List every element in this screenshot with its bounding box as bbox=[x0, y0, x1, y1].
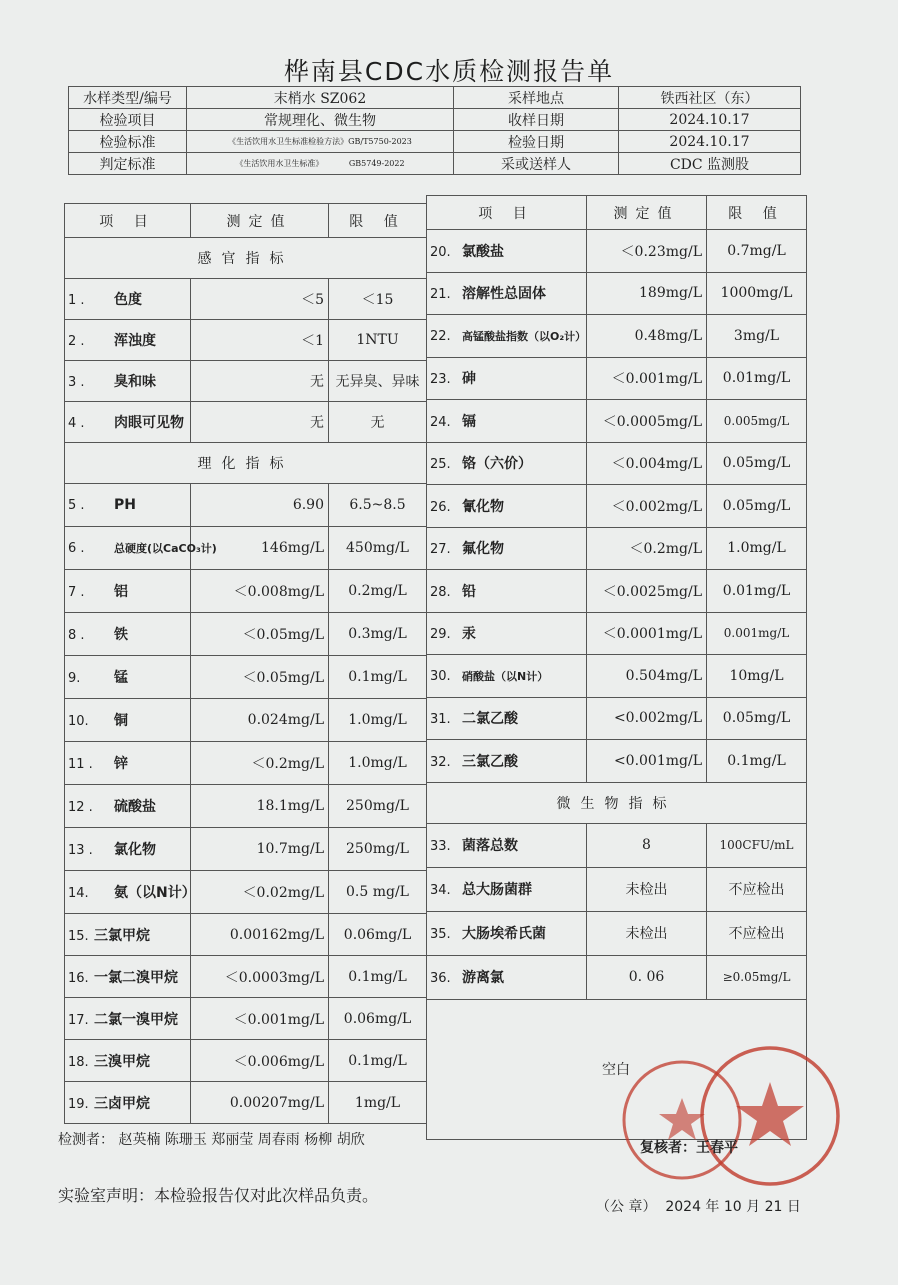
item-number: 11 . bbox=[68, 757, 93, 772]
test-standard-label: 检验标准 bbox=[69, 131, 187, 153]
measured-value: 18.1mg/L bbox=[191, 785, 329, 828]
table-row bbox=[65, 570, 427, 613]
limit-value: 0.05mg/L bbox=[707, 442, 807, 485]
item-number: 27. bbox=[430, 542, 451, 558]
item-number: 33. bbox=[430, 839, 451, 854]
measured-value: ＜0.23mg/L bbox=[587, 230, 707, 273]
table-row bbox=[65, 527, 427, 570]
item-name: 一氯二溴甲烷 bbox=[94, 969, 178, 986]
item-number: 2 . bbox=[68, 334, 85, 349]
item-number: 8 . bbox=[68, 628, 85, 643]
measured-value: ＜1 bbox=[191, 320, 329, 361]
col-limit-header: 限 值 bbox=[329, 204, 427, 238]
limit-value: 0.1mg/L bbox=[329, 656, 427, 699]
seal-date: （公 章） 2024 年 10 月 21 日 bbox=[596, 1199, 801, 1215]
measured-value: 189mg/L bbox=[587, 272, 707, 315]
item-cell bbox=[427, 740, 587, 783]
limit-value: 不应检出 bbox=[707, 867, 807, 911]
limit-value: 6.5~8.5 bbox=[329, 484, 427, 527]
item-name: 铁 bbox=[114, 627, 128, 643]
limit-value: ≥0.05mg/L bbox=[707, 955, 807, 999]
section-micro: 微生物指标 bbox=[427, 782, 807, 823]
item-name: 氨（以N计） bbox=[114, 885, 196, 901]
item-name: 总硬度(以CaCO₃计) bbox=[114, 542, 217, 555]
measured-value: 未检出 bbox=[587, 867, 707, 911]
measured-value: ＜0.02mg/L bbox=[191, 871, 329, 914]
item-cell bbox=[65, 1082, 191, 1124]
measured-value: 0. 06 bbox=[587, 955, 707, 999]
limit-value: 0.05mg/L bbox=[707, 485, 807, 528]
item-number: 21. bbox=[430, 287, 451, 303]
table-row bbox=[65, 402, 427, 443]
table-row bbox=[427, 697, 807, 740]
measured-value: 0.024mg/L bbox=[191, 699, 329, 742]
sender-value: CDC 监测股 bbox=[619, 153, 801, 175]
measured-value: ＜0.001mg/L bbox=[191, 998, 329, 1040]
item-name: 二氯一溴甲烷 bbox=[94, 1011, 178, 1028]
limit-value: 1000mg/L bbox=[707, 272, 807, 315]
table-row bbox=[65, 785, 427, 828]
table-row bbox=[427, 400, 807, 443]
header-table bbox=[68, 86, 801, 175]
limit-value: 1mg/L bbox=[329, 1082, 427, 1124]
item-cell bbox=[427, 485, 587, 528]
item-number: 16. bbox=[68, 970, 89, 986]
col-limit-header-right: 限 值 bbox=[707, 196, 807, 230]
item-cell bbox=[65, 484, 191, 527]
item-cell bbox=[65, 527, 217, 570]
item-cell bbox=[65, 656, 191, 699]
item-name: 氯酸盐 bbox=[462, 243, 504, 260]
limit-value: 0.2mg/L bbox=[329, 570, 427, 613]
item-number: 4 . bbox=[68, 416, 85, 431]
measured-value: ＜0.0003mg/L bbox=[191, 956, 329, 998]
measured-value: 0.48mg/L bbox=[587, 315, 707, 358]
sample-type-label: 水样类型/编号 bbox=[69, 87, 187, 109]
limit-value: 无异臭、异味 bbox=[329, 361, 427, 402]
item-number: 28. bbox=[430, 584, 451, 600]
table-row bbox=[65, 1040, 427, 1082]
item-cell bbox=[427, 315, 587, 358]
item-cell bbox=[427, 527, 587, 570]
item-cell bbox=[65, 570, 191, 613]
item-cell bbox=[65, 828, 191, 871]
table-row bbox=[427, 485, 807, 528]
measured-value: ＜5 bbox=[191, 279, 329, 320]
item-number: 9. bbox=[68, 671, 81, 686]
blank-area: 空白 bbox=[427, 999, 807, 1139]
table-row bbox=[65, 742, 427, 785]
table-row bbox=[65, 871, 427, 914]
col-measured-header-right: 测定值 bbox=[587, 196, 707, 230]
table-row bbox=[65, 914, 427, 956]
item-number: 20. bbox=[430, 244, 451, 260]
item-name: 硝酸盐（以N计） bbox=[462, 669, 549, 683]
limit-value: 不应检出 bbox=[707, 911, 807, 955]
left-results-table bbox=[64, 203, 427, 1124]
item-number: 15. bbox=[68, 928, 89, 944]
table-row bbox=[427, 740, 807, 783]
limit-value: 0.5 mg/L bbox=[329, 871, 427, 914]
section-physchem: 理化指标 bbox=[65, 443, 427, 484]
report-title: 桦南县CDC水质检测报告单 bbox=[283, 57, 615, 86]
limit-value: 1NTU bbox=[329, 320, 427, 361]
item-number: 31. bbox=[430, 712, 451, 728]
item-cell bbox=[427, 655, 587, 698]
lab-statement: 实验室声明：本检验报告仅对此次样品负责。 bbox=[58, 1186, 379, 1205]
item-cell bbox=[65, 699, 191, 742]
sample-type-value: 末梢水 SZ062 bbox=[187, 87, 454, 109]
item-number: 18. bbox=[68, 1054, 89, 1070]
item-cell bbox=[65, 998, 191, 1040]
item-number: 6 . bbox=[68, 541, 85, 556]
measured-value: ＜0.002mg/L bbox=[587, 485, 707, 528]
table-row bbox=[427, 230, 807, 273]
test-standard-value: 《生活饮用水卫生标准检验方法》GB/T5750-2023 bbox=[187, 131, 454, 153]
table-row bbox=[65, 699, 427, 742]
receive-date-value: 2024.10.17 bbox=[619, 109, 801, 131]
right-results-table bbox=[426, 195, 807, 1140]
table-row bbox=[65, 656, 427, 699]
measured-value: ＜0.2mg/L bbox=[587, 527, 707, 570]
measured-value: ＜0.2mg/L bbox=[191, 742, 329, 785]
limit-value: 无 bbox=[329, 402, 427, 443]
item-name: 汞 bbox=[462, 626, 476, 643]
item-cell bbox=[427, 955, 587, 999]
item-name: 高锰酸盐指数（以O₂计） bbox=[462, 329, 587, 343]
table-row bbox=[65, 279, 427, 320]
item-name: 铜 bbox=[114, 713, 128, 729]
limit-value: 0.01mg/L bbox=[707, 570, 807, 613]
item-name: 铝 bbox=[114, 584, 128, 600]
measured-value: ＜0.006mg/L bbox=[191, 1040, 329, 1082]
sample-location-label: 采样地点 bbox=[454, 87, 619, 109]
item-cell bbox=[427, 911, 587, 955]
table-row bbox=[427, 442, 807, 485]
table-row bbox=[427, 357, 807, 400]
item-number: 22. bbox=[430, 328, 451, 344]
item-name: 镉 bbox=[462, 413, 476, 430]
table-row bbox=[65, 320, 427, 361]
item-cell bbox=[65, 914, 191, 956]
item-name: 硫酸盐 bbox=[114, 799, 156, 815]
item-number: 7 . bbox=[68, 585, 85, 600]
test-item-label: 检验项目 bbox=[69, 109, 187, 131]
measured-value: ＜0.0025mg/L bbox=[587, 570, 707, 613]
table-row bbox=[427, 867, 807, 911]
item-cell bbox=[65, 402, 191, 443]
item-number: 35. bbox=[430, 927, 451, 942]
judge-standard-label: 判定标准 bbox=[69, 153, 187, 175]
test-item-value: 常规理化、微生物 bbox=[187, 109, 454, 131]
limit-value: 0.7mg/L bbox=[707, 230, 807, 273]
table-row bbox=[65, 613, 427, 656]
item-number: 32. bbox=[430, 754, 451, 770]
measured-value: ＜0.0005mg/L bbox=[587, 400, 707, 443]
test-date-value: 2024.10.17 bbox=[619, 131, 801, 153]
item-cell bbox=[427, 272, 587, 315]
item-number: 25. bbox=[430, 457, 451, 473]
measured-value: 未检出 bbox=[587, 911, 707, 955]
item-name: 溶解性总固体 bbox=[462, 286, 546, 303]
limit-value: 0.001mg/L bbox=[707, 612, 807, 655]
item-cell bbox=[427, 867, 587, 911]
table-row bbox=[65, 484, 427, 527]
item-name: 氯化物 bbox=[114, 842, 156, 858]
item-number: 5 . bbox=[68, 498, 85, 513]
table-row bbox=[427, 527, 807, 570]
table-row bbox=[427, 823, 807, 867]
item-name: 臭和味 bbox=[114, 374, 156, 390]
limit-value: 0.1mg/L bbox=[329, 1040, 427, 1082]
table-row bbox=[427, 570, 807, 613]
measured-value: 0.504mg/L bbox=[587, 655, 707, 698]
item-number: 3 . bbox=[68, 375, 85, 390]
item-cell bbox=[65, 613, 191, 656]
measured-value: 146mg/L bbox=[191, 527, 329, 570]
item-cell bbox=[427, 612, 587, 655]
limit-value: 0.1mg/L bbox=[329, 956, 427, 998]
measured-value: 6.90 bbox=[191, 484, 329, 527]
col-item-header: 项 目 bbox=[65, 204, 191, 238]
limit-value: 0.1mg/L bbox=[707, 740, 807, 783]
limit-value: 1.0mg/L bbox=[329, 742, 427, 785]
item-number: 14. bbox=[68, 886, 89, 901]
measured-value: ＜0.004mg/L bbox=[587, 442, 707, 485]
item-name: 三溴甲烷 bbox=[94, 1053, 150, 1070]
test-date-label: 检验日期 bbox=[454, 131, 619, 153]
item-name: 砷 bbox=[462, 371, 476, 388]
item-number: 24. bbox=[430, 414, 451, 430]
item-name: 总大肠菌群 bbox=[462, 882, 532, 898]
measured-value: <0.002mg/L bbox=[587, 697, 707, 740]
item-number: 29. bbox=[430, 627, 451, 643]
table-row bbox=[65, 828, 427, 871]
item-name: 锰 bbox=[114, 670, 128, 686]
table-row bbox=[427, 272, 807, 315]
item-cell bbox=[427, 442, 587, 485]
table-row bbox=[427, 911, 807, 955]
item-cell bbox=[65, 279, 191, 320]
table-row bbox=[427, 612, 807, 655]
limit-value: ＜15 bbox=[329, 279, 427, 320]
item-number: 12 . bbox=[68, 800, 93, 815]
item-name: 菌落总数 bbox=[462, 838, 518, 854]
receive-date-label: 收样日期 bbox=[454, 109, 619, 131]
item-name: 色度 bbox=[114, 292, 142, 308]
item-name: 三氯乙酸 bbox=[462, 753, 518, 770]
item-name: 三氯甲烷 bbox=[94, 927, 150, 944]
item-name: 氰化物 bbox=[462, 498, 504, 515]
measured-value: ＜0.05mg/L bbox=[191, 613, 329, 656]
col-item-header-right: 项 目 bbox=[427, 196, 587, 230]
item-name: 大肠埃希氏菌 bbox=[462, 926, 546, 942]
limit-value: 450mg/L bbox=[329, 527, 427, 570]
limit-value: 0.3mg/L bbox=[329, 613, 427, 656]
item-number: 23. bbox=[430, 372, 451, 388]
testers-line: 检测者： 赵英楠 陈珊玉 郑丽莹 周春雨 杨柳 胡欣 bbox=[58, 1132, 365, 1148]
table-row bbox=[65, 998, 427, 1040]
item-cell bbox=[427, 823, 587, 867]
item-number: 19. bbox=[68, 1096, 89, 1112]
official-seal-icon bbox=[622, 1040, 842, 1200]
item-cell bbox=[427, 357, 587, 400]
item-name: 三卤甲烷 bbox=[94, 1095, 150, 1112]
item-name: 铬（六价） bbox=[462, 456, 532, 473]
sender-label: 采或送样人 bbox=[454, 153, 619, 175]
item-name: PH bbox=[114, 497, 136, 513]
table-row bbox=[427, 315, 807, 358]
col-measured-header: 测定值 bbox=[191, 204, 329, 238]
measured-value: 0.00162mg/L bbox=[191, 914, 329, 956]
reviewer-line: 复核者：王春平 bbox=[640, 1140, 738, 1156]
item-number: 36. bbox=[430, 971, 451, 986]
item-number: 17. bbox=[68, 1012, 89, 1028]
sample-location-value: 铁西社区（东） bbox=[619, 87, 801, 109]
item-cell bbox=[65, 742, 191, 785]
item-cell bbox=[427, 570, 587, 613]
item-cell bbox=[65, 320, 191, 361]
measured-value: 无 bbox=[191, 402, 329, 443]
item-cell bbox=[65, 1040, 191, 1082]
measured-value: 无 bbox=[191, 361, 329, 402]
item-name: 肉眼可见物 bbox=[114, 415, 184, 431]
measured-value: 0.00207mg/L bbox=[191, 1082, 329, 1124]
limit-value: 3mg/L bbox=[707, 315, 807, 358]
item-cell bbox=[427, 400, 587, 443]
measured-value: ＜0.001mg/L bbox=[587, 357, 707, 400]
limit-value: 1.0mg/L bbox=[329, 699, 427, 742]
judge-standard-value: 《生活饮用水卫生标准》 GB5749-2022 bbox=[187, 153, 454, 175]
item-number: 34. bbox=[430, 883, 451, 898]
limit-value: 0.005mg/L bbox=[707, 400, 807, 443]
table-row bbox=[65, 361, 427, 402]
item-name: 氟化物 bbox=[462, 541, 504, 558]
limit-value: 0.06mg/L bbox=[329, 998, 427, 1040]
measured-value: ＜0.0001mg/L bbox=[587, 612, 707, 655]
item-cell bbox=[427, 697, 587, 740]
measured-value: ＜0.05mg/L bbox=[191, 656, 329, 699]
measured-value: 8 bbox=[587, 823, 707, 867]
item-number: 10. bbox=[68, 714, 89, 729]
limit-value: 10mg/L bbox=[707, 655, 807, 698]
limit-value: 250mg/L bbox=[329, 828, 427, 871]
item-name: 二氯乙酸 bbox=[462, 711, 518, 728]
limit-value: 0.06mg/L bbox=[329, 914, 427, 956]
section-sensory: 感官指标 bbox=[65, 238, 427, 279]
item-number: 26. bbox=[430, 499, 451, 515]
table-row bbox=[427, 655, 807, 698]
measured-value: <0.001mg/L bbox=[587, 740, 707, 783]
limit-value: 100CFU/mL bbox=[707, 823, 807, 867]
item-cell bbox=[427, 230, 587, 273]
item-number: 30. bbox=[430, 668, 451, 684]
item-name: 锌 bbox=[114, 756, 128, 772]
limit-value: 250mg/L bbox=[329, 785, 427, 828]
table-row bbox=[427, 955, 807, 999]
item-cell bbox=[65, 785, 191, 828]
item-number: 13 . bbox=[68, 843, 93, 858]
table-row bbox=[65, 1082, 427, 1124]
limit-value: 1.0mg/L bbox=[707, 527, 807, 570]
limit-value: 0.01mg/L bbox=[707, 357, 807, 400]
measured-value: ＜0.008mg/L bbox=[191, 570, 329, 613]
item-name: 浑浊度 bbox=[114, 333, 156, 349]
item-cell bbox=[65, 956, 191, 998]
limit-value: 0.05mg/L bbox=[707, 697, 807, 740]
item-number: 1 . bbox=[68, 293, 85, 308]
item-cell bbox=[65, 361, 191, 402]
measured-value: 10.7mg/L bbox=[191, 828, 329, 871]
table-row bbox=[65, 956, 427, 998]
item-name: 游离氯 bbox=[462, 970, 504, 986]
item-cell bbox=[65, 871, 196, 914]
item-name: 铅 bbox=[462, 583, 476, 600]
